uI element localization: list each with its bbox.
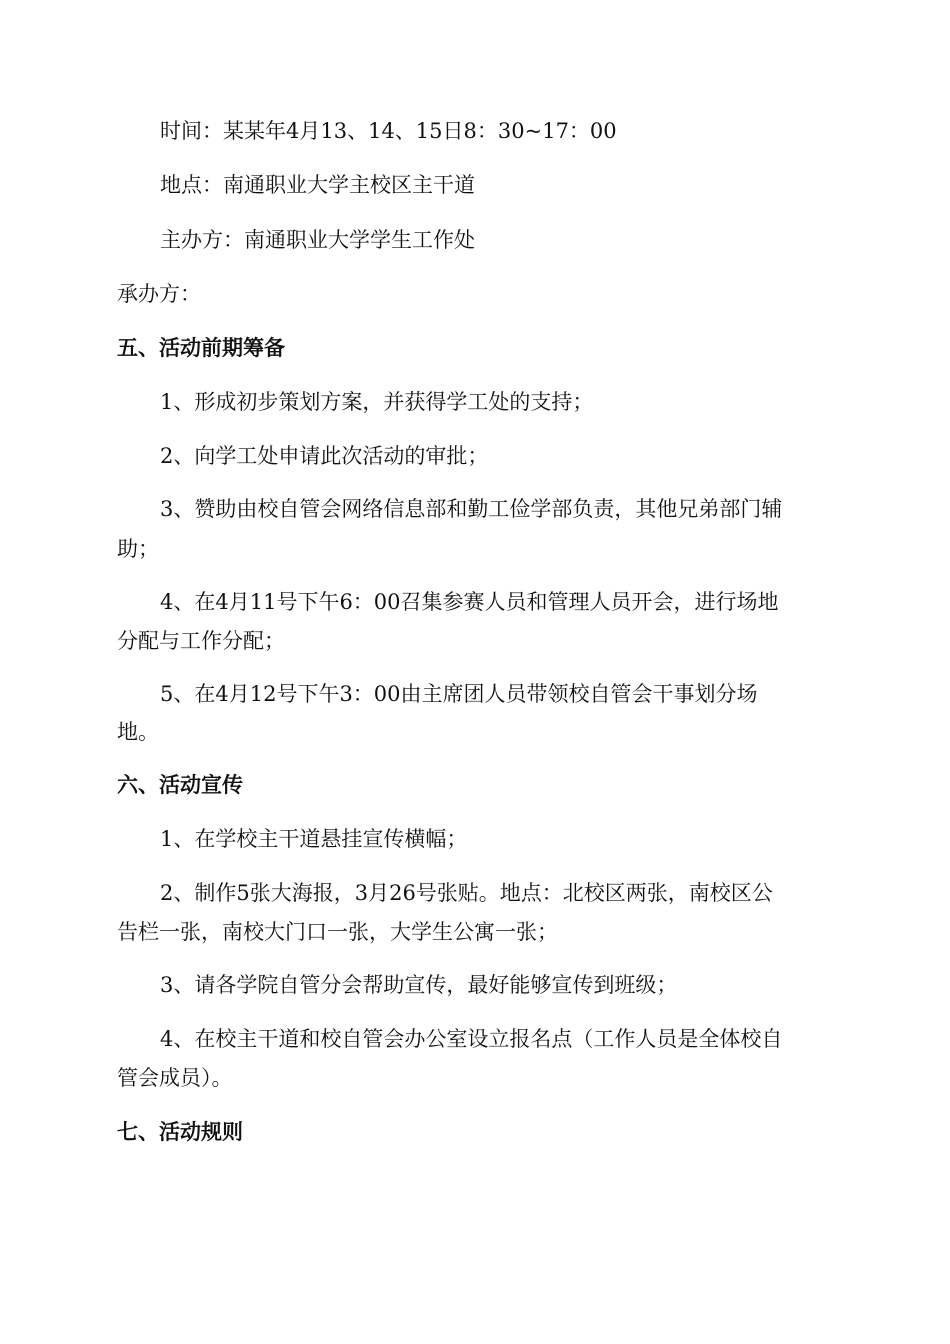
publicity-item-4: 4、在校主干道和校自管会办公室设立报名点（工作人员是全体校自 — [160, 1027, 783, 1051]
section-heading-preparation: 五、活动前期筹备 — [117, 335, 285, 360]
preparation-item-3-continued: 助； — [117, 537, 159, 561]
publicity-item-4-continued: 管会成员）。 — [117, 1066, 233, 1090]
co-organizer-line: 承办方： — [117, 282, 201, 306]
preparation-item-4-continued: 分配与工作分配； — [117, 629, 285, 653]
publicity-item-2-continued: 告栏一张，南校大门口一张，大学生公寓一张； — [117, 920, 558, 944]
event-time-line: 时间：某某年4月13、14、15日8：30~17：00 — [160, 119, 617, 143]
preparation-item-5: 5、在4月12号下午3：00由主席团人员带领校自管会干事划分场 — [160, 682, 758, 706]
publicity-item-1: 1、在学校主干道悬挂宣传横幅； — [160, 827, 468, 851]
preparation-item-3: 3、赞助由校自管会网络信息部和勤工俭学部负责，其他兄弟部门辅 — [160, 497, 783, 521]
section-heading-publicity: 六、活动宣传 — [117, 772, 243, 797]
section-heading-rules: 七、活动规则 — [117, 1119, 243, 1144]
preparation-item-4: 4、在4月11号下午6：00召集参赛人员和管理人员开会，进行场地 — [160, 590, 779, 614]
publicity-item-3: 3、请各学院自管分会帮助宣传，最好能够宣传到班级； — [160, 973, 678, 997]
event-location-line: 地点：南通职业大学主校区主干道 — [160, 173, 475, 197]
preparation-item-1: 1、形成初步策划方案，并获得学工处的支持； — [160, 390, 594, 414]
preparation-item-5-continued: 地。 — [117, 720, 159, 744]
preparation-item-2: 2、向学工处申请此次活动的审批； — [160, 444, 489, 468]
organizer-line: 主办方：南通职业大学学生工作处 — [160, 228, 475, 252]
publicity-item-2: 2、制作5张大海报，3月26号张贴。地点：北校区两张，南校区公 — [160, 881, 773, 905]
